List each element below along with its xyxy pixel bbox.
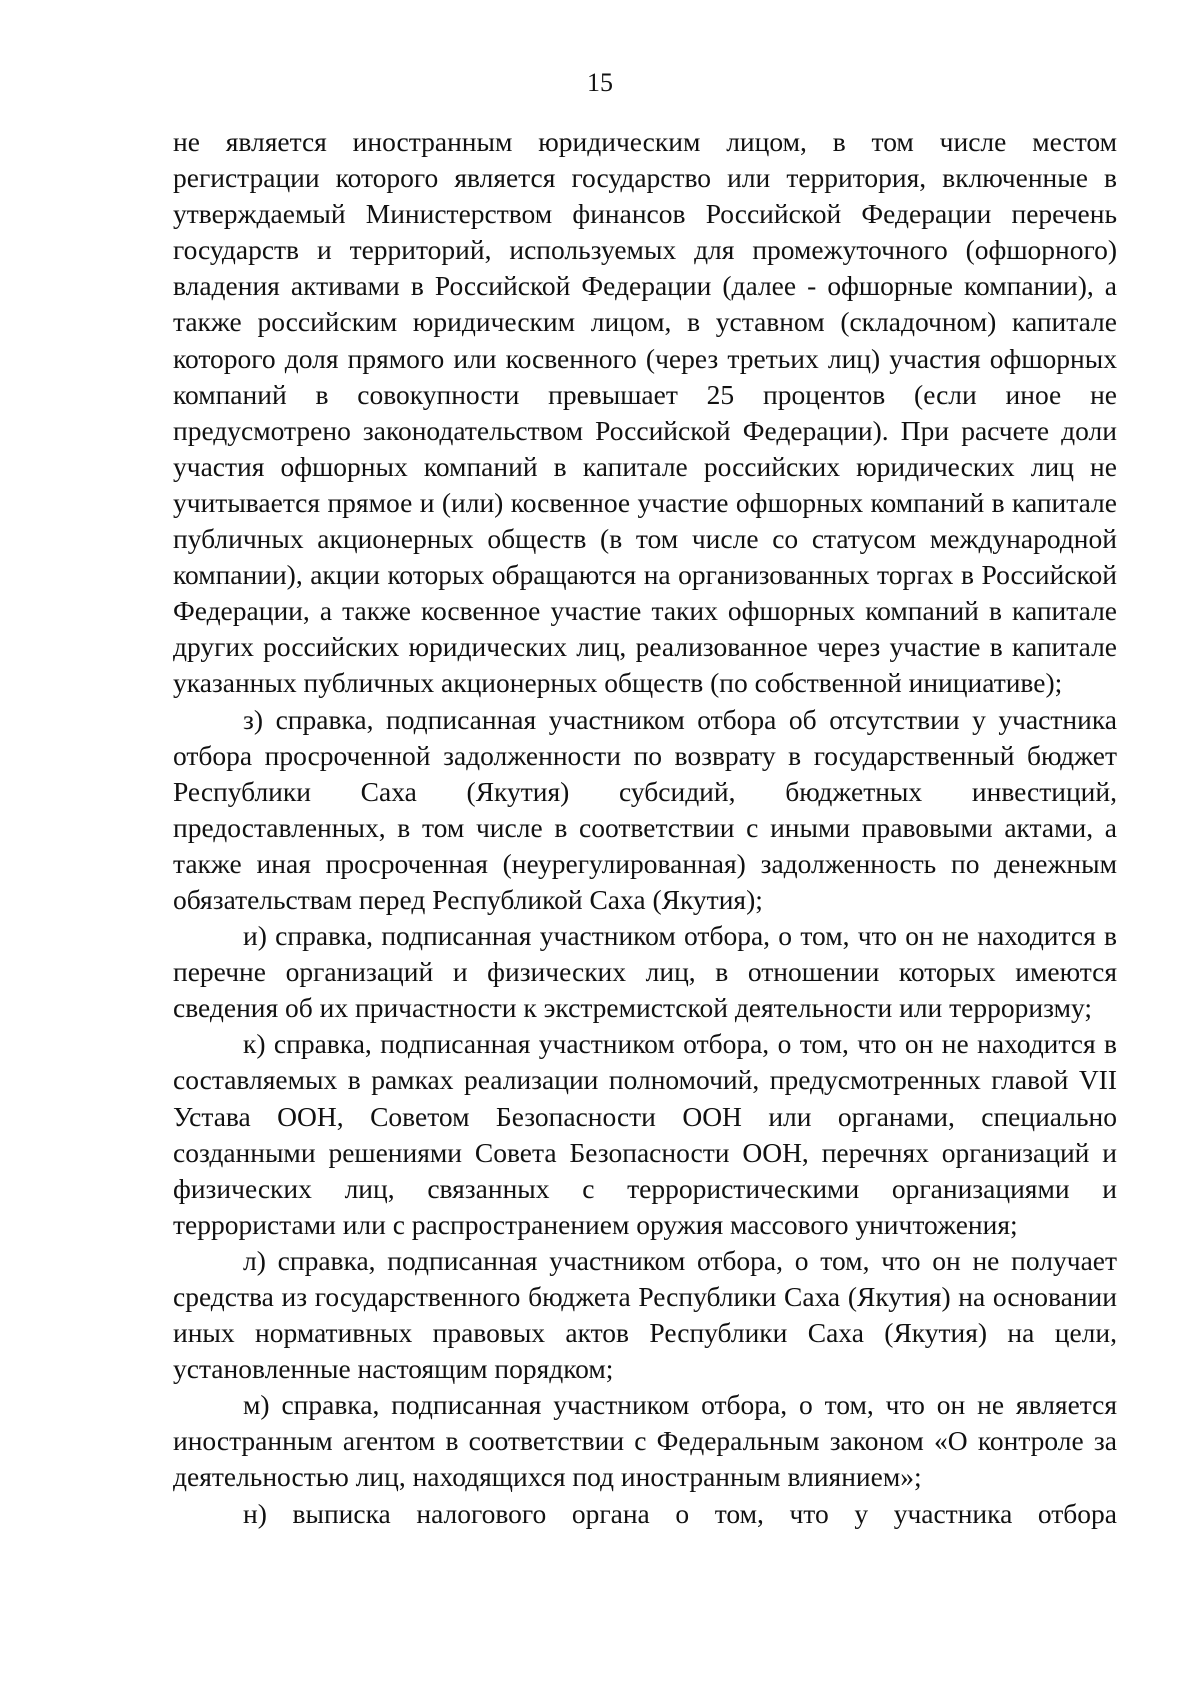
paragraph-item-l: л) справка, подписанная участником отбора, о том, что он не получает средства из государственного бюджета Республики Саха (Якутия) на основании иных нормативных правовых актов Республики Саха (Якутия) на цели, установленные настоящим порядком; bbox=[173, 1244, 1117, 1385]
paragraph-item-n: н) выписка налогового органа о том, что у участника отбора bbox=[243, 1497, 1117, 1529]
paragraph-item-i: и) справка, подписанная участником отбора, о том, что он не находится в перечне организаций и физических лиц, в отношении которых имеются сведения об их причастности к экстремистской деятельности или терроризму; bbox=[173, 920, 1117, 1024]
paragraph-item-m: м) справка, подписанная участником отбора, о том, что он не является иностранным агентом в соответствии с Федеральным законом «О контроле за деятельностью лиц, находящихся под иностранным влиянием»; bbox=[173, 1389, 1117, 1493]
paragraph-item-z: з) справка, подписанная участником отбора об отсутствии у участника отбора просроченной задолженности по возврату в государственный бюджет Республики Саха (Якутия) субсидий, бюджетных инвестиций, предоставленных, в том числе в соответствии с иными правовыми актами, а также иная просроченная (неурегулированная) задолженность по денежным обязательствам перед Республикой Саха (Якутия); bbox=[173, 703, 1117, 915]
paragraph-offshore-continuation: не является иностранным юридическим лицом, в том числе местом регистрации которого является государство или территория, включенные в утверждаемый Министерством финансов Российской Федерации перечень государств и территорий, используемых для промежуточного (офшорного) владения активами в Российской Федерации (далее - офшорные компании), а также российским юридическим лицом, в уставном (складочном) капитале которого доля прямого или косвенного (через третьих лиц) участия офшорных компаний в совокупности превышает 25 процентов (если иное не предусмотрено законодательством Российской Федерации). При расчете доли участия офшорных компаний в капитале российских юридических лиц не учитывается прямое и (или) косвенное участие офшорных компаний в капитале публичных акционерных обществ (в том числе со статусом международной компании), акции которых обращаются на организованных торгах в Российской Федерации, а также косвенное участие таких офшорных компаний в капитале других российских юридических лиц, реализованное через участие в капитале указанных публичных акционерных обществ (по собственной инициативе); bbox=[173, 126, 1117, 699]
paragraph-item-k: к) справка, подписанная участником отбора, о том, что он не находится в составляемых в рамках реализации полномочий, предусмотренных главой VII Устава ООН, Советом Безопасности ООН или органами, специально созданными решениями Совета Безопасности ООН, перечнях организаций и физических лиц, связанных с террористическими организациями и террористами или с распространением оружия массового уничтожения; bbox=[173, 1028, 1117, 1240]
document-body bbox=[173, 124, 1117, 1532]
page-number: 15 bbox=[587, 68, 613, 97]
